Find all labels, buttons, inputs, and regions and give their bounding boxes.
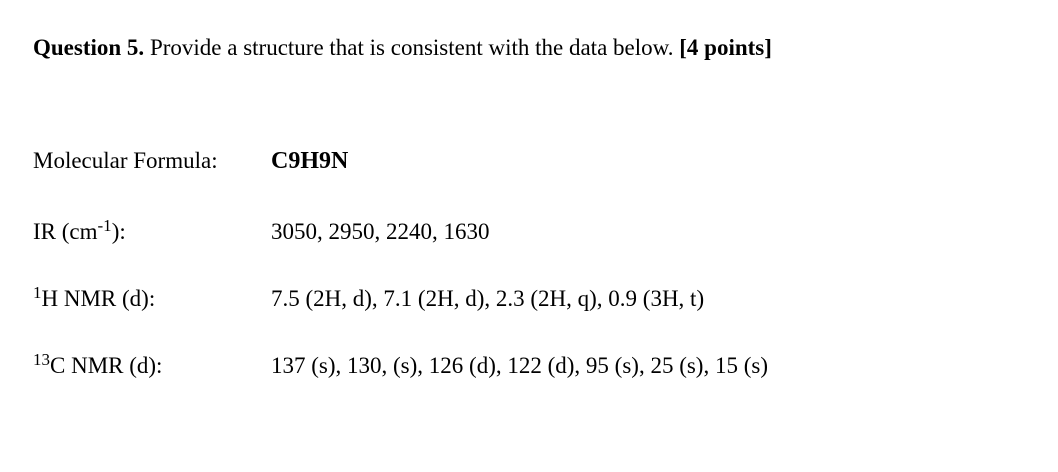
h-nmr-label-superscript: 1 [33,283,42,302]
c-nmr-value: 137 (s), 130, (s), 126 (d), 122 (d), 95 (s), 25 (s), 15 (s) [271,353,768,378]
molecular-formula-value: C9H9N [271,148,349,174]
h-nmr-value: 7.5 (2H, d), 7.1 (2H, d), 2.3 (2H, q), 0.9 (3H, t) [271,286,705,311]
question-text: Provide a structure that is consistent with the data below. [144,35,680,60]
ir-row [33,214,1033,250]
c-nmr-label-text: C NMR (d): [50,353,163,378]
c-nmr-label-superscript: 13 [33,350,50,369]
molecular-formula-row [33,143,1033,179]
ir-label-prefix: IR (cm [33,219,98,244]
ir-value: 3050, 2950, 2240, 1630 [271,219,490,244]
h-nmr-label-text: H NMR (d): [41,286,156,311]
molecular-formula-label: Molecular Formula: [33,148,218,173]
h-nmr-label [33,281,155,319]
question-number: Question 5. [33,35,145,60]
h-nmr-row [33,281,1033,317]
question-heading [33,30,772,66]
ir-label-superscript: -1 [97,216,112,235]
question-points: [4 points] [679,35,772,60]
ir-label-suffix: ): [111,219,126,244]
c-nmr-label [33,348,162,386]
ir-label [33,214,126,252]
c-nmr-row [33,348,1033,384]
